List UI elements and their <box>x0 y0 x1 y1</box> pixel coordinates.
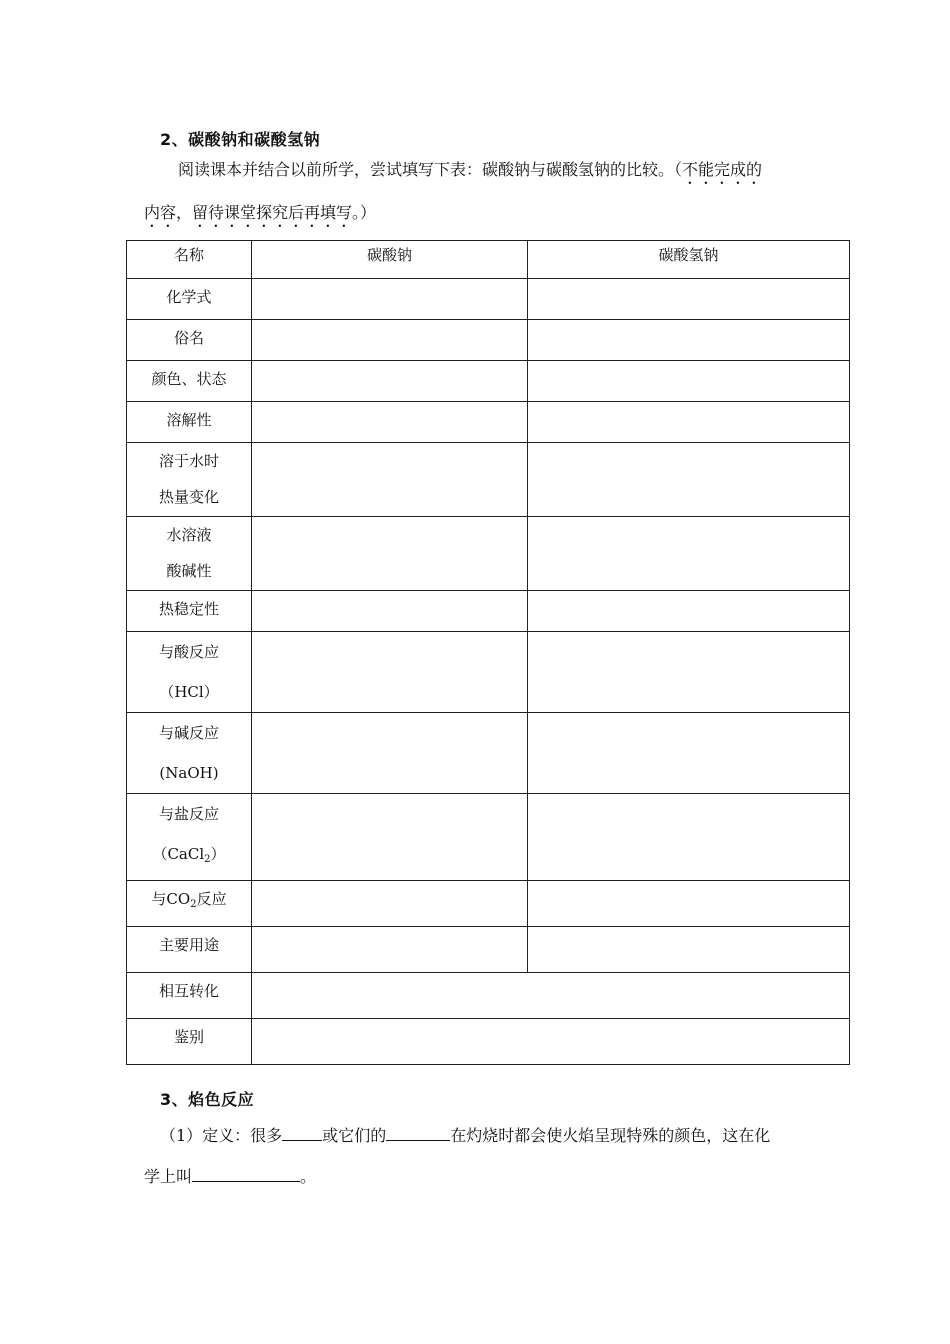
row-label-identify: 鉴别 <box>127 1019 252 1065</box>
row-label-line: 与酸反应 <box>158 643 219 661</box>
section-2-title: 2、碳酸钠和碳酸氢钠 <box>160 130 321 149</box>
intro-line-2 <box>144 203 376 231</box>
table-row <box>127 591 850 632</box>
definition-line-2 <box>144 1165 316 1187</box>
table-row <box>127 927 850 973</box>
row-label-heat-change <box>127 443 252 517</box>
intro-end: 。） <box>352 203 377 222</box>
definition-line-1 <box>160 1124 770 1146</box>
salt-formula-text: （CaCl <box>152 845 205 863</box>
table-row <box>127 713 850 794</box>
row-label-line: 水溶液 <box>166 526 212 544</box>
cell-na2co3-base-reaction[interactable] <box>252 713 528 794</box>
table-row <box>127 443 850 517</box>
co2-text: 与CO <box>151 890 191 908</box>
definition-text: 。 <box>300 1167 317 1186</box>
cell-nahco3-stability[interactable] <box>528 591 850 632</box>
cell-na2co3-formula[interactable] <box>252 279 528 320</box>
cell-na2co3-common-name[interactable] <box>252 320 528 361</box>
fill-blank-3[interactable] <box>192 1165 300 1182</box>
table-row <box>127 517 850 591</box>
intro-line-1 <box>178 160 762 188</box>
cell-nahco3-formula[interactable] <box>528 279 850 320</box>
cell-conversion[interactable] <box>252 973 850 1019</box>
cell-na2co3-acid-reaction[interactable] <box>252 632 528 713</box>
definition-text: 学上叫 <box>144 1167 193 1186</box>
row-label-line: 溶于水时 <box>158 452 219 470</box>
co2-subscript: 2 <box>190 899 197 910</box>
row-label-line: 与盐反应 <box>158 805 219 823</box>
row-label-solubility: 溶解性 <box>127 402 252 443</box>
cell-nahco3-co2-reaction[interactable] <box>528 881 850 927</box>
table-row <box>127 402 850 443</box>
table-row <box>127 973 850 1019</box>
table-row <box>127 632 850 713</box>
cell-na2co3-stability[interactable] <box>252 591 528 632</box>
cell-nahco3-uses[interactable] <box>528 927 850 973</box>
row-label-color-state: 颜色、状态 <box>127 361 252 402</box>
cell-nahco3-solubility[interactable] <box>528 402 850 443</box>
cell-nahco3-acidity[interactable] <box>528 517 850 591</box>
definition-text: （1）定义：很多 <box>160 1126 283 1145</box>
cell-na2co3-acidity[interactable] <box>252 517 528 591</box>
row-label-line <box>127 834 251 880</box>
intro-emphasis-1: 不能完成的 <box>682 160 763 179</box>
cell-na2co3-color-state[interactable] <box>252 361 528 402</box>
table-row <box>127 881 850 927</box>
row-label-conversion: 相互转化 <box>127 973 252 1019</box>
row-label-line: 热量变化 <box>158 488 219 506</box>
salt-formula-close: ） <box>210 845 226 863</box>
row-label-acid-reaction <box>127 632 252 713</box>
section-3-title: 3、焰色反应 <box>160 1090 255 1109</box>
comparison-table <box>126 240 850 1065</box>
intro-text: 阅读课本并结合以前所学，尝试填写下表：碳酸钠与碳酸氢钠的比较。（ <box>178 160 683 179</box>
definition-text: 在灼烧时都会使火焰呈现特殊的颜色，这在化 <box>450 1126 771 1145</box>
table-row <box>127 1019 850 1065</box>
cell-na2co3-salt-reaction[interactable] <box>252 794 528 881</box>
definition-text: 或它们的 <box>322 1126 387 1145</box>
table-row <box>127 794 850 881</box>
row-label-line: (NaOH) <box>159 764 219 782</box>
table-row <box>127 279 850 320</box>
row-label-formula: 化学式 <box>127 279 252 320</box>
cell-identify[interactable] <box>252 1019 850 1065</box>
fill-blank-2[interactable] <box>386 1124 450 1141</box>
fill-blank-1[interactable] <box>282 1124 322 1141</box>
row-label-uses: 主要用途 <box>127 927 252 973</box>
table-header-row <box>127 241 850 279</box>
row-label-base-reaction <box>127 713 252 794</box>
row-label-line: 酸碱性 <box>166 562 212 580</box>
cell-na2co3-heat-change[interactable] <box>252 443 528 517</box>
row-label-common-name: 俗名 <box>127 320 252 361</box>
row-label-stability: 热稳定性 <box>127 591 252 632</box>
row-label-line: 与碱反应 <box>158 724 219 742</box>
cell-nahco3-heat-change[interactable] <box>528 443 850 517</box>
header-sodium-bicarbonate: 碳酸氢钠 <box>528 241 850 279</box>
cell-na2co3-co2-reaction[interactable] <box>252 881 528 927</box>
cell-nahco3-acid-reaction[interactable] <box>528 632 850 713</box>
co2-text-end: 反应 <box>196 890 227 908</box>
salt-formula-subscript: 2 <box>204 854 211 865</box>
row-label-acidity <box>127 517 252 591</box>
row-label-line: （HCl） <box>159 683 219 701</box>
cell-na2co3-solubility[interactable] <box>252 402 528 443</box>
table-row <box>127 320 850 361</box>
header-name: 名称 <box>127 241 252 279</box>
cell-nahco3-common-name[interactable] <box>528 320 850 361</box>
row-label-co2-reaction <box>127 881 252 927</box>
row-label-salt-reaction <box>127 794 252 881</box>
header-sodium-carbonate: 碳酸钠 <box>252 241 528 279</box>
cell-nahco3-color-state[interactable] <box>528 361 850 402</box>
cell-nahco3-base-reaction[interactable] <box>528 713 850 794</box>
cell-na2co3-uses[interactable] <box>252 927 528 973</box>
cell-nahco3-salt-reaction[interactable] <box>528 794 850 881</box>
table-row <box>127 361 850 402</box>
intro-emphasis-2: 内容，留待课堂探究后再填写 <box>144 203 353 222</box>
